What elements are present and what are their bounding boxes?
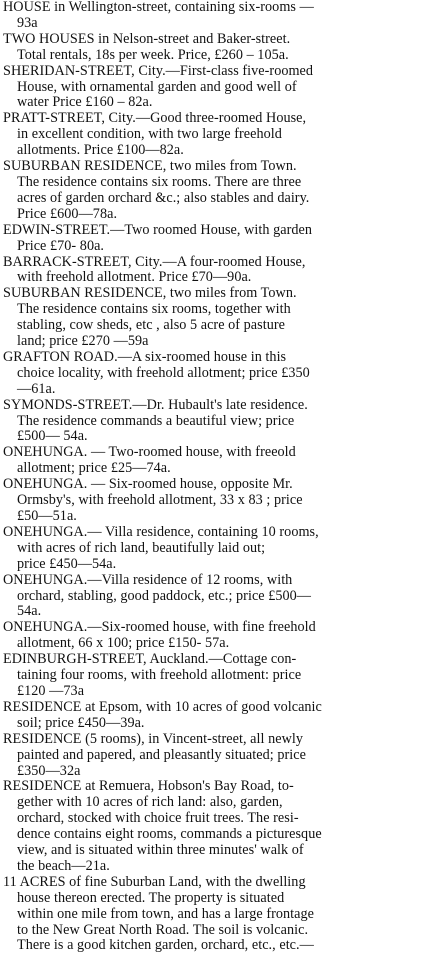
listing-heading-line: HOUSE in Wellington-street, containing six-rooms — <box>3 0 314 15</box>
listing-text-line: Total rentals, 18s per week. Price, £260 – 105a. <box>17 46 289 63</box>
listing-text-line: water Price £160 – 82a. <box>17 94 153 111</box>
listing-text-line: —61a. <box>17 380 56 397</box>
listing-heading-line: ONEHUNGA. — Two-roomed house, with freeold <box>3 444 296 461</box>
listing-heading-line: ONEHUNGA.—Six-roomed house, with fine freehold <box>3 619 316 636</box>
listing-heading-line: BARRACK-STREET, City.—A four-roomed House, <box>3 253 306 270</box>
listing-entry <box>3 350 435 398</box>
listing-heading-line: EDWIN-STREET.—Two roomed House, with garden <box>3 221 313 238</box>
listing-text-line: 93a <box>17 14 38 31</box>
listing-entry <box>3 525 435 573</box>
listing-entry <box>3 652 435 700</box>
listing-heading-line: SHERIDAN-STREET, City.—First-class five-roomed <box>3 62 314 79</box>
listing-text-line: with acres of rich land, beautifully laid out; <box>17 539 266 556</box>
listing-entry <box>3 700 435 732</box>
listing-text-line: view, and is situated within three minutes' walk of <box>17 842 304 859</box>
listing-text-line: The residence commands a beautiful view; price <box>17 412 295 429</box>
listing-heading-line: RESIDENCE (5 rooms), in Vincent-street, all newly <box>3 730 304 747</box>
listing-text-line: allotment, 66 x 100; price £150- 57a. <box>17 635 230 652</box>
listing-heading-line: ONEHUNGA.— Villa residence, containing 10 rooms, <box>3 523 319 540</box>
listings-column <box>3 0 435 954</box>
listing-text-line: £350—32a <box>17 762 81 779</box>
listing-entry <box>3 111 435 159</box>
listing-entry <box>3 159 435 223</box>
listing-entry <box>3 573 435 621</box>
listing-text-line: £50—51a. <box>17 508 77 524</box>
listing-text-line: with freehold allotment. Price £70—90a. <box>17 269 252 286</box>
listing-text-line: in excellent condition, with two large freehold <box>17 126 282 143</box>
listing-entry <box>3 875 435 955</box>
listing-heading-line: SUBURBAN RESIDENCE, two miles from Town. <box>3 158 297 175</box>
listing-entry <box>3 620 435 652</box>
listing-heading-line: PRATT-STREET, City.—Good three-roomed House, <box>3 110 307 127</box>
listing-text-line: allotments. Price £100—82a. <box>17 142 184 159</box>
listing-heading-line: SYMONDS-STREET.—Dr. Hubault's late residence. <box>3 396 308 413</box>
listing-text-line: taining four rooms, with freehold allotment: price <box>17 667 302 684</box>
listing-text-line: £500— 54a. <box>17 428 88 445</box>
listing-text-line: The residence contains six rooms. There are three <box>17 173 302 190</box>
listing-text-line: within one mile from town, and has a large frontage <box>17 905 314 922</box>
listing-heading-line: TWO HOUSES in Nelson-street and Baker-street. <box>3 30 291 47</box>
listing-entry <box>3 64 435 112</box>
listing-text-line: orchard, stabling, good paddock, etc.; price £500— <box>17 587 312 604</box>
listing-text-line: Price £70- 80a. <box>17 237 105 254</box>
listing-text-line: orchard, stocked with choice fruit trees. The resi- <box>17 810 299 827</box>
listing-text-line: allotment; price £25—74a. <box>17 460 171 477</box>
listing-heading-line: SUBURBAN RESIDENCE, two miles from Town. <box>3 285 297 302</box>
listing-text-line: There is a good kitchen garden, orchard, etc., etc.— <box>17 937 314 954</box>
listing-text-line: the beach—21a. <box>17 857 110 874</box>
listing-text-line: land; price £270 —59a <box>17 333 149 350</box>
listing-text-line: soil; price £450—39a. <box>17 714 145 731</box>
listing-text-line: gether with 10 acres of rich land: also, garden, <box>17 794 283 811</box>
listing-heading-line: RESIDENCE at Remuera, Hobson's Bay Road, to- <box>3 778 294 795</box>
listing-entry <box>3 0 435 32</box>
listing-text-line: £120 —73a <box>17 682 85 699</box>
listing-text-line: Ormsby's, with freehold allotment, 33 x 83 ; price <box>17 492 303 509</box>
listing-text-line: stabling, cow sheds, etc , also 5 acre of pasture <box>17 317 285 334</box>
listing-text-line: to the New Great North Road. The soil is volcanic. <box>17 921 309 938</box>
listing-text-line: House, with ornamental garden and good well of <box>17 78 297 95</box>
listing-text-line: acres of garden orchard &c.; also stables and dairy. <box>17 189 310 206</box>
listing-text-line: house thereon erected. The property is situated <box>17 889 285 906</box>
listing-entry <box>3 398 435 446</box>
listing-text-line: The residence contains six rooms, together with <box>17 301 291 318</box>
listing-entry <box>3 32 435 64</box>
listing-heading-line: ONEHUNGA. — Six-roomed house, opposite Mr. <box>3 476 293 493</box>
listing-heading-line: ONEHUNGA.—Villa residence of 12 rooms, with <box>3 571 293 588</box>
listing-text-line: painted and papered, and pleasantly situated; price <box>17 746 306 763</box>
listing-heading-line: EDINBURGH-STREET, Auckland.—Cottage con- <box>3 651 297 668</box>
listing-entry <box>3 255 435 287</box>
listing-text-line: choice locality, with freehold allotment; price £350 <box>17 364 310 381</box>
listing-entry <box>3 223 435 255</box>
listing-entry <box>3 286 435 350</box>
listing-heading-line: GRAFTON ROAD.—A six-roomed house in this <box>3 348 287 365</box>
listing-heading-line: 11 ACRES of fine Suburban Land, with the dwelling <box>3 873 306 890</box>
listing-heading-line: RESIDENCE at Epsom, with 10 acres of good volcanic <box>3 698 322 715</box>
listing-text-line: price £450—54a. <box>17 555 117 572</box>
listing-entry <box>3 779 435 874</box>
listing-text-line: Price £600—78a. <box>17 205 118 222</box>
listing-text-line: 54a. <box>17 603 42 620</box>
listing-text-line: dence contains eight rooms, commands a picturesque <box>17 826 322 843</box>
listing-entry <box>3 445 435 477</box>
listing-entry <box>3 477 435 525</box>
listing-entry <box>3 732 435 780</box>
